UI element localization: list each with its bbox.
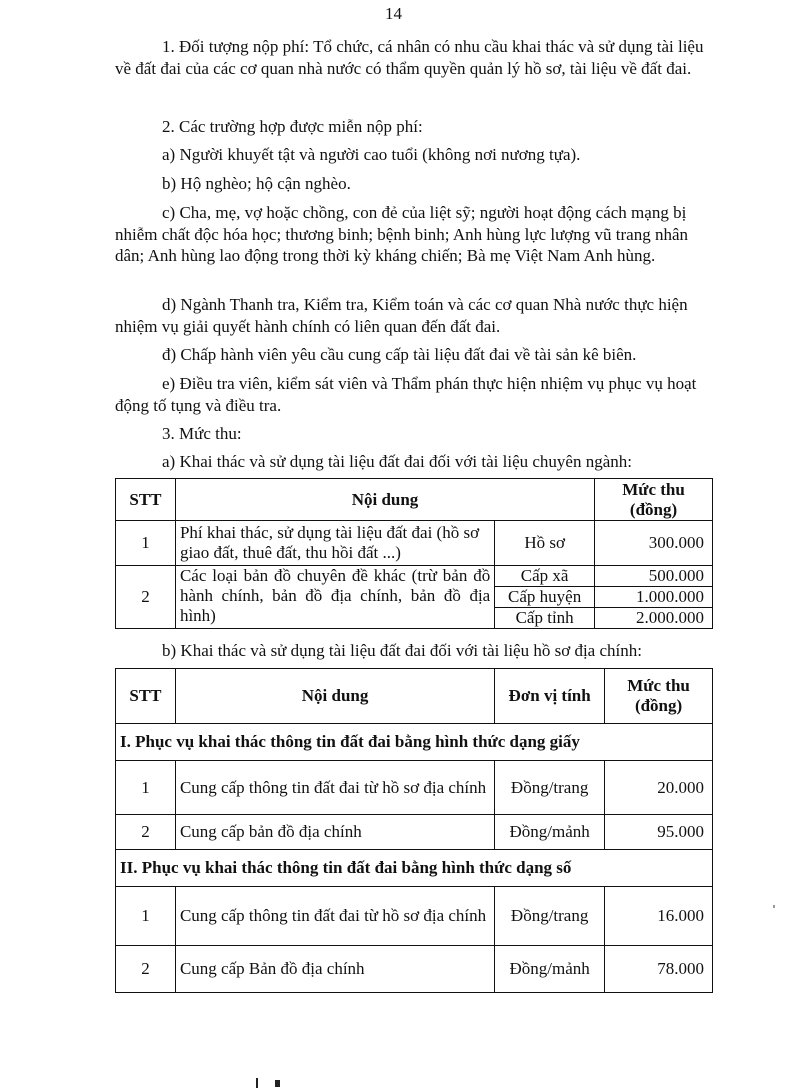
row-unit: Đồng/trang: [495, 887, 605, 946]
row-fee: 95.000: [605, 815, 713, 850]
fee-table-specialized: [115, 478, 713, 629]
row-stt: 1: [116, 521, 176, 566]
row-content: Các loại bản đồ chuyên đề khác (trừ bản đồ hành chính, bản đồ địa chính, bản đồ địa hình): [175, 566, 494, 629]
header-stt: STT: [116, 479, 176, 521]
row-fee: 1.000.000: [595, 587, 713, 608]
paragraph-specialized-docs: a) Khai thác và sử dụng tài liệu đất đai đối với tài liệu chuyên ngành:: [162, 452, 632, 471]
page-number: 14: [385, 4, 402, 23]
row-content: Cung cấp Bản đồ địa chính: [175, 946, 494, 993]
row-content: Phí khai thác, sử dụng tài liệu đất đai (hồ sơ giao đất, thuê đất, thu hồi đất ...): [175, 521, 494, 566]
table-row: [116, 887, 713, 946]
row-stt: 2: [116, 946, 176, 993]
paragraph-exemption-b: b) Hộ nghèo; hộ cận nghèo.: [162, 174, 351, 193]
row-fee: 20.000: [605, 761, 713, 815]
row-stt: 1: [116, 887, 176, 946]
row-content: Cung cấp thông tin đất đai từ hồ sơ địa chính: [175, 761, 494, 815]
header-content: Nội dung: [175, 669, 494, 724]
section-title: II. Phục vụ khai thác thông tin đất đai bằng hình thức dạng số: [116, 850, 713, 887]
header-unit: Đơn vị tính: [495, 669, 605, 724]
paragraph-exemption-e: e) Điều tra viên, kiểm sát viên và Thẩm phán thực hiện nhiệm vụ phục vụ hoạt động tố tụng và điều tra.: [115, 374, 697, 415]
paragraph-exemptions-heading: 2. Các trường hợp được miễn nộp phí:: [162, 117, 423, 136]
paragraph-exemption-c: c) Cha, mẹ, vợ hoặc chồng, con đẻ của liệt sỹ; người hoạt động cách mạng bị nhiễm chất độc hóa học; thương binh; bệnh binh; Anh hùng lực lượng vũ trang nhân dân; Anh hùng lao động trong thời kỳ kháng chiến; Bà mẹ Việt Nam Anh hùng.: [115, 203, 689, 265]
row-stt: 1: [116, 761, 176, 815]
paragraph-payer: 1. Đối tượng nộp phí: Tổ chức, cá nhân có nhu cầu khai thác và sử dụng tài liệu về đất đai của các cơ quan nhà nước có thẩm quyền quản lý hồ sơ, tài liệu về đất đai.: [115, 37, 704, 78]
row-content: Cung cấp thông tin đất đai từ hồ sơ địa chính: [175, 887, 494, 946]
row-unit: Đồng/mảnh: [495, 815, 605, 850]
row-unit: Hồ sơ: [495, 521, 595, 566]
paragraph-exemption-d: d) Ngành Thanh tra, Kiểm tra, Kiểm toán và các cơ quan Nhà nước thực hiện nhiệm vụ giải quyết hành chính có liên quan đến đất đai.: [115, 295, 688, 336]
row-unit: Cấp huyện: [495, 587, 595, 608]
row-unit: Đồng/mảnh: [495, 946, 605, 993]
row-stt: 2: [116, 815, 176, 850]
table-row: [116, 946, 713, 993]
row-unit: Cấp tỉnh: [495, 608, 595, 629]
row-fee: 78.000: [605, 946, 713, 993]
paragraph-cadastral-docs: b) Khai thác và sử dụng tài liệu đất đai đối với tài liệu hồ sơ địa chính:: [162, 641, 642, 660]
row-stt: 2: [116, 566, 176, 629]
scan-mark: [256, 1078, 258, 1088]
row-unit: Đồng/trang: [495, 761, 605, 815]
row-fee: 2.000.000: [595, 608, 713, 629]
header-fee: Mức thu (đồng): [595, 479, 713, 521]
row-content: Cung cấp bản đồ địa chính: [175, 815, 494, 850]
section-row: [116, 724, 713, 761]
table-row: [116, 521, 713, 566]
section-title: I. Phục vụ khai thác thông tin đất đai bằng hình thức dạng giấy: [116, 724, 713, 761]
scan-mark: [773, 905, 775, 908]
header-stt: STT: [116, 669, 176, 724]
row-fee: 16.000: [605, 887, 713, 946]
paragraph-exemption-a: a) Người khuyết tật và người cao tuổi (không nơi nương tựa).: [162, 145, 581, 164]
header-fee: Mức thu (đồng): [605, 669, 713, 724]
scan-mark: [275, 1080, 280, 1087]
header-content: Nội dung: [175, 479, 594, 521]
row-fee: 300.000: [595, 521, 713, 566]
table-row: [116, 566, 713, 587]
paragraph-exemption-dd: đ) Chấp hành viên yêu cầu cung cấp tài liệu đất đai về tài sản kê biên.: [162, 345, 637, 364]
paragraph-fee-levels: 3. Mức thu:: [162, 424, 242, 443]
row-unit: Cấp xã: [495, 566, 595, 587]
section-row: [116, 850, 713, 887]
table-row: [116, 815, 713, 850]
table-row: [116, 761, 713, 815]
fee-table-cadastral: [115, 668, 713, 993]
row-fee: 500.000: [595, 566, 713, 587]
